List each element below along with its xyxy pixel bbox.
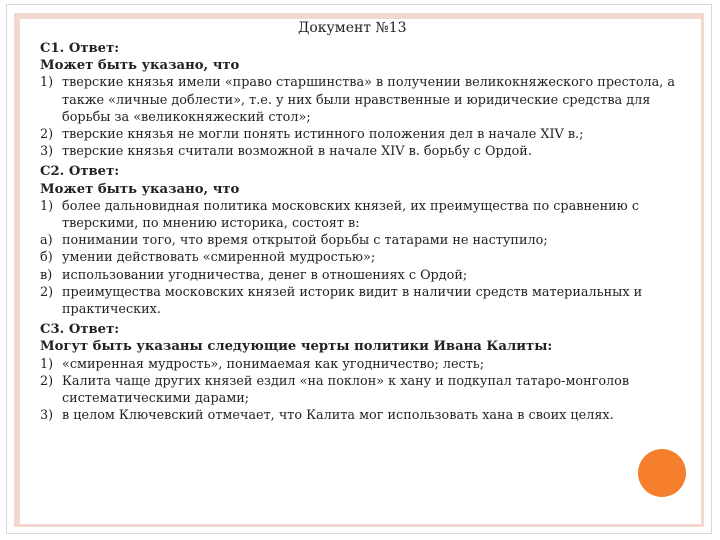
c3-item-3-marker: 3) [40, 408, 54, 424]
document-body [40, 40, 700, 424]
c3-item-2-marker: 2) [40, 373, 54, 389]
c1-heading: С1. Ответ: [40, 41, 120, 56]
c1-item-2-marker: 2) [40, 127, 54, 143]
c1-item-3-text: тверские князья считали возможной в начале XIV в. борьбу с Ордой. [62, 144, 532, 160]
c2-item-1-text: более дальновидная политика московских князей, их преимущества по сравнению с тверскими, по мнению историка, состоят в: [62, 198, 639, 232]
c3-item-1 [40, 356, 700, 373]
c3-item-3 [40, 407, 700, 424]
c1-item-2 [40, 126, 700, 143]
c2-item-1 [40, 198, 700, 232]
decorative-orange-circle [638, 449, 686, 497]
c3-heading: С3. Ответ: [40, 322, 120, 338]
c2-item-a-text: понимании того, что время открытой борьбы с татарами не наступило; [62, 233, 548, 249]
document-title: Документ №13 [298, 20, 407, 36]
c2-item-a-marker: а) [40, 233, 53, 249]
c2-item-v [40, 267, 700, 284]
c2-item-b [40, 249, 700, 266]
c3-item-2-text: Калита чаще других князей ездил «на поклон» к хану и подкупал татаро-монголов систематическими дарами; [62, 373, 630, 407]
c1-item-1 [40, 74, 700, 126]
c3-item-1-marker: 1) [40, 356, 54, 372]
c2-item-2-text: преимущества московских князей историк видит в наличии средств материальных и практических. [62, 284, 643, 318]
c3-item-2 [40, 373, 700, 407]
c3-intro: Могут быть указаны следующие черты политики Ивана Калиты: [40, 339, 553, 355]
c1-item-3-marker: 3) [40, 144, 54, 160]
c2-item-a [40, 232, 700, 249]
c2-item-b-text: умении действовать «смиренной мудростью»; [62, 250, 376, 266]
c1-item-1-marker: 1) [40, 75, 54, 91]
c2-item-1-marker: 1) [40, 198, 54, 214]
c2-item-2-marker: 2) [40, 284, 54, 300]
c2-heading: С2. Ответ: [40, 164, 120, 180]
c2-item-v-marker: в) [40, 267, 53, 283]
c1-item-2-text: тверские князья не могли понять истинного положения дел в начале XIV в.; [62, 127, 584, 143]
c2-intro: Может быть указано, что [40, 181, 240, 197]
c3-item-1-text: «смиренная мудрость», понимаемая как угодничество; лесть; [62, 356, 485, 372]
c2-item-2 [40, 284, 700, 318]
c1-item-3 [40, 143, 700, 160]
c3-item-3-text: в целом Ключевский отмечает, что Калита мог использовать хана в своих целях. [62, 408, 614, 424]
c1-intro: Может быть указано, что [40, 58, 240, 74]
c1-item-1-text: тверские князья имели «право старшинства» в получении великокняжеского престола, а также «личные доблести», т.е. у них были нравственные и юридические средства для борьбы за «великокняжеский стол»; [62, 75, 676, 125]
c2-item-v-text: использовании угодничества, денег в отношениях с Ордой; [62, 267, 468, 283]
c2-item-b-marker: б) [40, 250, 53, 266]
